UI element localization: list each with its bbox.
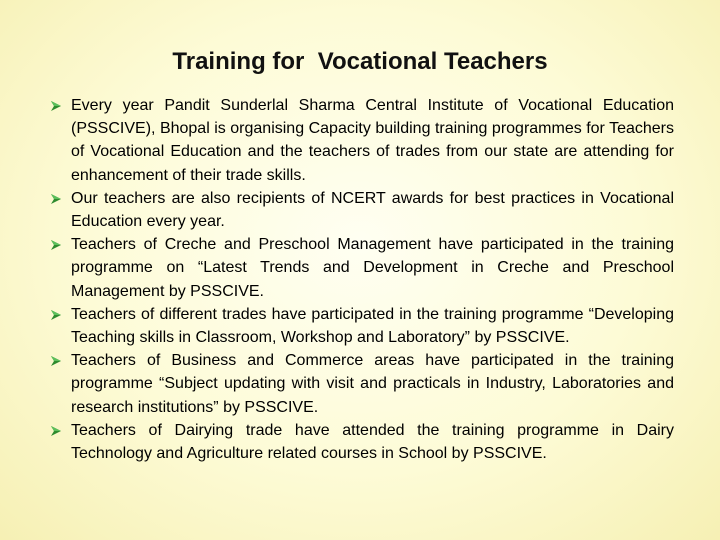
arrow-bullet-icon [50, 193, 62, 205]
bullet-item [44, 233, 674, 303]
arrow-bullet-icon [50, 309, 62, 321]
arrow-bullet-icon [50, 239, 62, 251]
bullet-text: Teachers of Business and Commerce areas have participated in the training programme “Subject updating with visit and practicals in Industry, Laboratories and research institutions” by PSSCIVE. [71, 352, 674, 416]
bullet-text: Teachers of Creche and Preschool Management have participated in the training programme on “Latest Trends and Development in Creche and Preschool Management by PSSCIVE. [71, 236, 674, 300]
bullet-item [44, 303, 674, 349]
bullet-text: Every year Pandit Sunderlal Sharma Central Institute of Vocational Education (PSSCIVE), Bhopal is organising Capacity building training programmes for Teachers of Vocational Education and the teachers of trades from our state are attending for enhancement of their trade skills. [71, 97, 674, 184]
bullet-text: Teachers of Dairying trade have attended the training programme in Dairy Technology and Agriculture related courses in School by PSSCIVE. [71, 421, 674, 463]
arrow-bullet-icon [50, 425, 62, 437]
bullet-text: Teachers of different trades have participated in the training programme “Developing Teaching skills in Classroom, Workshop and Laboratory” by PSSCIVE. [71, 305, 674, 347]
bullet-item [44, 94, 674, 187]
slide-title: Training for Vocational Teachers [172, 48, 548, 75]
arrow-bullet-icon [50, 100, 62, 112]
bullet-list [44, 94, 674, 465]
bullet-item [44, 187, 674, 233]
bullet-text: Our teachers are also recipients of NCERT awards for best practices in Vocational Education every year. [71, 189, 674, 231]
bullet-item [44, 349, 674, 419]
bullet-item [44, 419, 674, 465]
arrow-bullet-icon [50, 355, 62, 367]
